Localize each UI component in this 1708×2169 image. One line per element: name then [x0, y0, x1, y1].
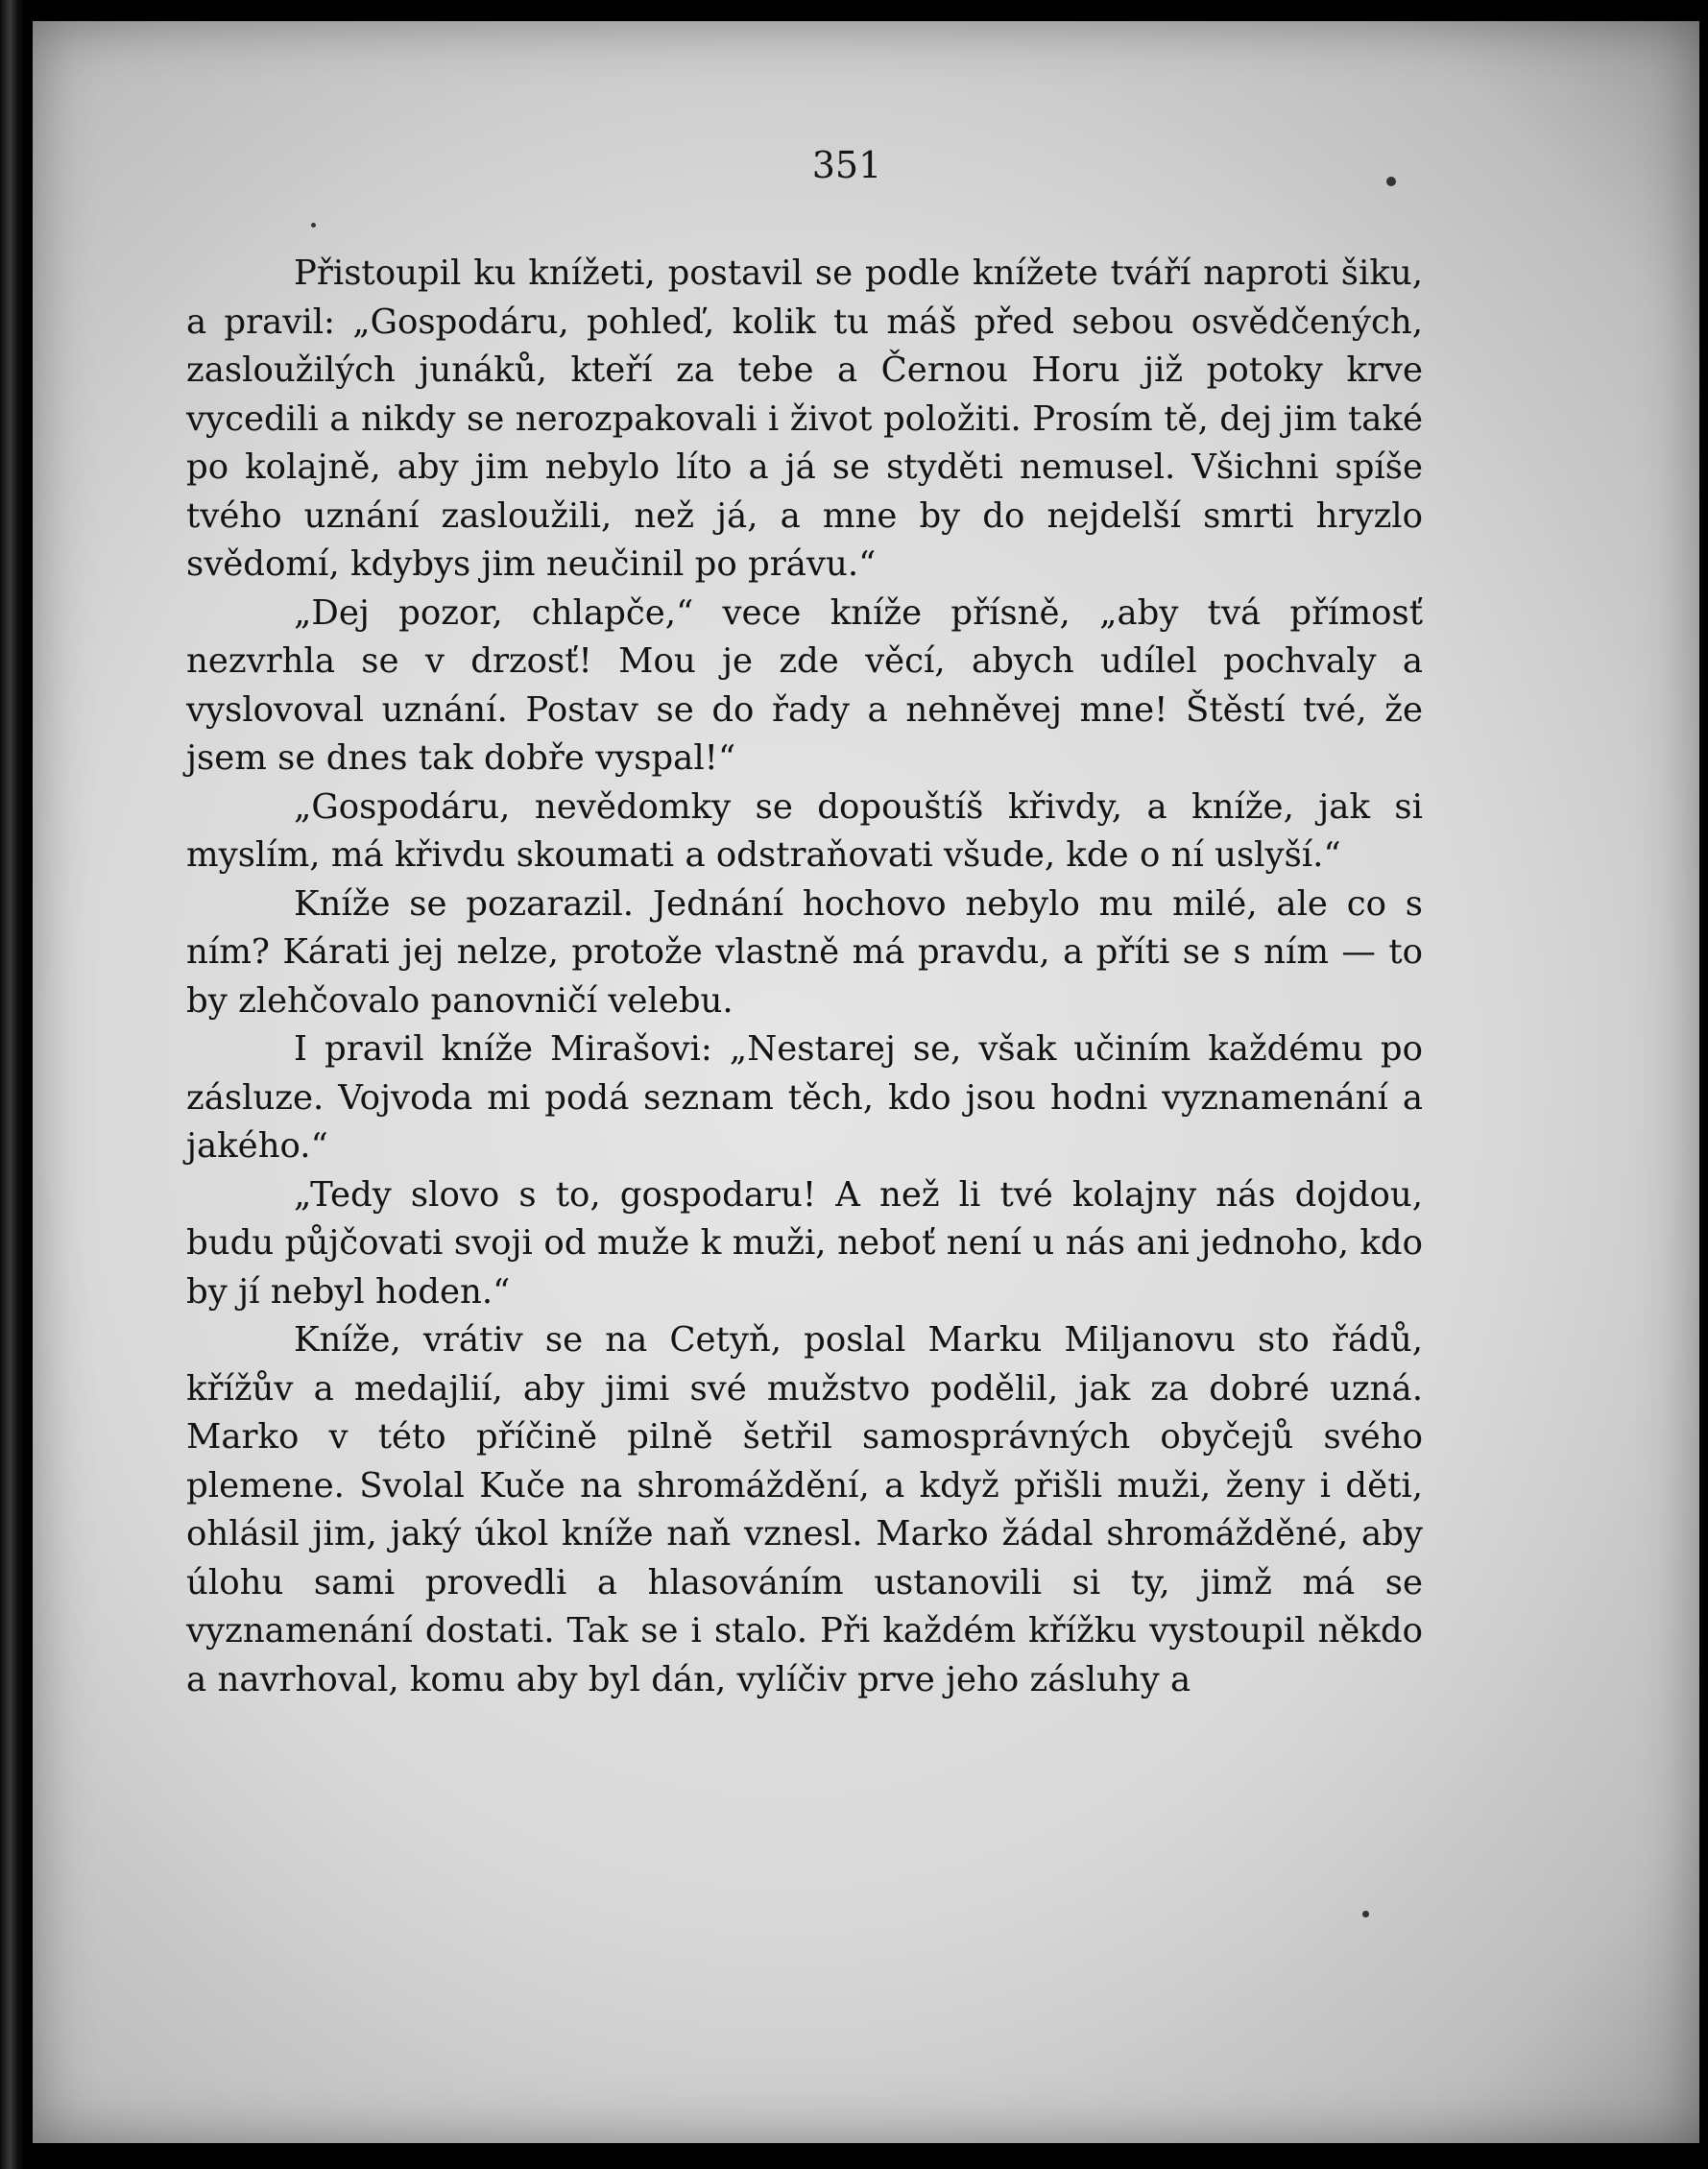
- book-spine-edge: [0, 0, 25, 2169]
- paragraph: I pravil kníže Mirašovi: „Nestarej se, však učiním každému po zásluze. Vojvoda mi podá seznam těch, kdo jsou hodni vyznamenání a jakého.“: [186, 1029, 1423, 1166]
- page-text: [186, 250, 1423, 1704]
- paragraph: „Gospodáru, nevědomky se dopouštíš křivdy, a kníže, jak si myslím, má křivdu skoumati a odstraňovati všude, kde o ní uslyší.“: [186, 786, 1423, 875]
- book-page: [33, 21, 1699, 2143]
- paragraph: „Dej pozor, chlapče,“ vece kníže přísně, „aby tvá přímosť nezvrhla se v drzosť! Mou je zde věcí, abych udílel pochvaly a vyslovoval uznání. Postav se do řady a nehněvej mne! Štěstí tvé, že jsem se dnes tak dobře vyspal!“: [186, 592, 1423, 778]
- print-speck: [1386, 177, 1396, 186]
- page-number: 351: [811, 144, 882, 186]
- paragraph: „Tedy slovo s to, gospodaru! A než li tvé kolajny nás dojdou, budu půjčovati svoji od muže k muži, neboť není u nás ani jednoho, kdo by jí nebyl hoden.“: [186, 1174, 1423, 1312]
- paragraph: Kníže, vrátiv se na Cetyň, poslal Marku Miljanovu sto řádů, křížův a medajlií, aby jimi své mužstvo podělil, jak za dobré uzná. Marko v této příčině pilně šetřil samosprávných obyčejů svého plemene. Svolal Kuče na shromáždění, a když přišli muži, ženy i děti, ohlásil jim, jaký úkol kníže naň vznesl. Marko žádal shromážděné, aby úlohu sami provedli a hlasováním ustanovili si ty, jimž má se vyznamenání dostati. Tak se i stalo. Při každém křížku vystoupil někdo a navrhoval, komu aby byl dán, vylíčiv prve jeho zásluhy a: [186, 1320, 1423, 1699]
- print-speck: [311, 223, 316, 228]
- print-speck: [1362, 1911, 1369, 1917]
- paragraph: Přistoupil ku knížeti, postavil se podle knížete tváří naproti šiku, a pravil: „Gospodáru, pohleď, kolik tu máš před sebou osvědčených, zasloužilých junáků, kteří za tebe a Černou Horu již potoky krve vycedili a nikdy se nerozpakovali i život položiti. Prosím tě, dej jim také po kolajně, aby jim nebylo líto a já se styděti nemusel. Všichni spíše tvého uznání zasloužili, než já, a mne by do nejdelší smrti hryzlo svědomí, kdybys jim neučinil po právu.“: [186, 253, 1423, 584]
- paragraph: Kníže se pozarazil. Jednání hochovo nebylo mu milé, ale co s ním? Kárati jej nelze, protože vlastně má pravdu, a příti se s ním — to by zlehčovalo panovničí velebu.: [186, 883, 1423, 1021]
